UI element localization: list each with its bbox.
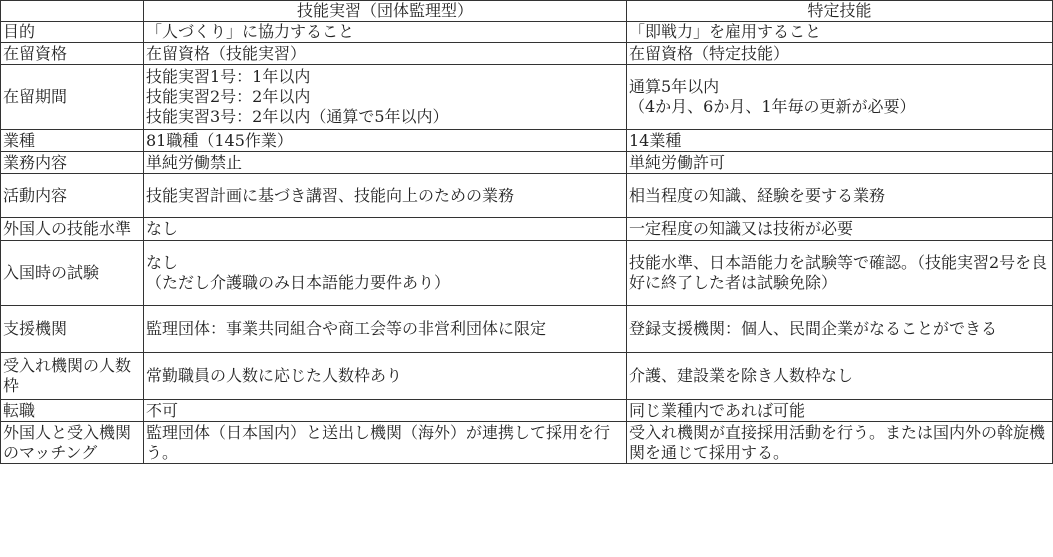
tokutei-cell: 14業種 [627, 130, 1053, 152]
ginou-cell [144, 422, 627, 464]
text-line: （ただし介護職のみ日本語能力要件あり） [146, 273, 451, 292]
text-line: 通算5年以内 [629, 77, 720, 96]
row-status [1, 43, 1053, 65]
cell-text: 外国人と受入機関のマッチング [3, 422, 132, 462]
row-label: 外国人の技能水準 [1, 218, 144, 241]
row-matching [1, 422, 1053, 464]
ginou-cell: 不可 [144, 400, 627, 422]
cell-text: 監理団体：事業共同組合や商工会等の非営利団体に限定 [146, 319, 547, 338]
ginou-cell [144, 306, 627, 353]
ginou-cell: 常勤職員の人数に応じた人数枠あり [144, 353, 627, 400]
row-purpose [1, 22, 1053, 43]
row-label: 目的 [1, 22, 144, 43]
header-ginou-jisshu: 技能実習（団体監理型） [144, 1, 627, 22]
row-entry-exam [1, 241, 1053, 306]
ginou-cell: 81職種（145作業） [144, 130, 627, 152]
tokutei-cell [627, 65, 1053, 130]
ginou-cell [144, 174, 627, 218]
row-label [1, 422, 144, 464]
row-activity [1, 174, 1053, 218]
ginou-cell: 在留資格（技能実習） [144, 43, 627, 65]
cell-text: 技能水準、日本語能力を試験等で確認。（技能実習2号を良好に終了した者は試験免除） [629, 253, 1048, 292]
tokutei-cell: 介護、建設業を除き人数枠なし [627, 353, 1053, 400]
tokutei-cell [627, 422, 1053, 464]
ginou-cell: なし [144, 218, 627, 241]
row-label: 転職 [1, 400, 144, 422]
ginou-cell [144, 65, 627, 130]
header-label-cell [1, 1, 144, 22]
text-line: 技能実習2号：2年以内 [146, 87, 311, 106]
tokutei-cell: 「即戦力」を雇用すること [627, 22, 1053, 43]
row-label: 支援機関 [1, 306, 144, 353]
ginou-cell: 単純労働禁止 [144, 152, 627, 174]
tokutei-cell [627, 306, 1053, 353]
tokutei-cell: 在留資格（特定技能） [627, 43, 1053, 65]
tokutei-cell [627, 241, 1053, 306]
ginou-cell: 「人づくり」に協力すること [144, 22, 627, 43]
tokutei-cell: 一定程度の知識又は技術が必要 [627, 218, 1053, 241]
row-label: 入国時の試験 [1, 241, 144, 306]
header-row [1, 1, 1053, 22]
tokutei-cell: 単純労働許可 [627, 152, 1053, 174]
header-tokutei-ginou: 特定技能 [627, 1, 1053, 22]
cell-text: 技能実習計画に基づき講習、技能向上のための業務 [146, 185, 515, 205]
row-label: 在留期間 [1, 65, 144, 130]
row-label: 業種 [1, 130, 144, 152]
row-label: 活動内容 [1, 174, 144, 218]
row-industry [1, 130, 1053, 152]
text-line: （4か月、6か月、1年毎の更新が必要） [629, 97, 916, 116]
text-line: 技能実習1号：1年以内 [146, 67, 311, 86]
ginou-cell [144, 241, 627, 306]
text-line: なし [146, 253, 179, 272]
row-quota [1, 353, 1053, 400]
cell-text: 監理団体（日本国内）と送出し機関（海外）が連携して採用を行う。 [146, 422, 611, 462]
text-line: 技能実習3号：2年以内（通算で5年以内） [146, 107, 449, 126]
cell-text: 登録支援機関：個人、民間企業がなることができる [629, 319, 998, 338]
row-label: 業務内容 [1, 152, 144, 174]
row-support-org [1, 306, 1053, 353]
row-label: 在留資格 [1, 43, 144, 65]
row-label: 受入れ機関の人数枠 [1, 353, 144, 400]
row-work-content [1, 152, 1053, 174]
tokutei-cell: 同じ業種内であれば可能 [627, 400, 1053, 422]
row-period [1, 65, 1053, 130]
cell-text: 受入れ機関が直接採用活動を行う。または国内外の斡旋機関を通じて採用する。 [629, 422, 1046, 462]
tokutei-cell: 相当程度の知識、経験を要する業務 [627, 174, 1053, 218]
row-job-change [1, 400, 1053, 422]
row-skill-level [1, 218, 1053, 241]
